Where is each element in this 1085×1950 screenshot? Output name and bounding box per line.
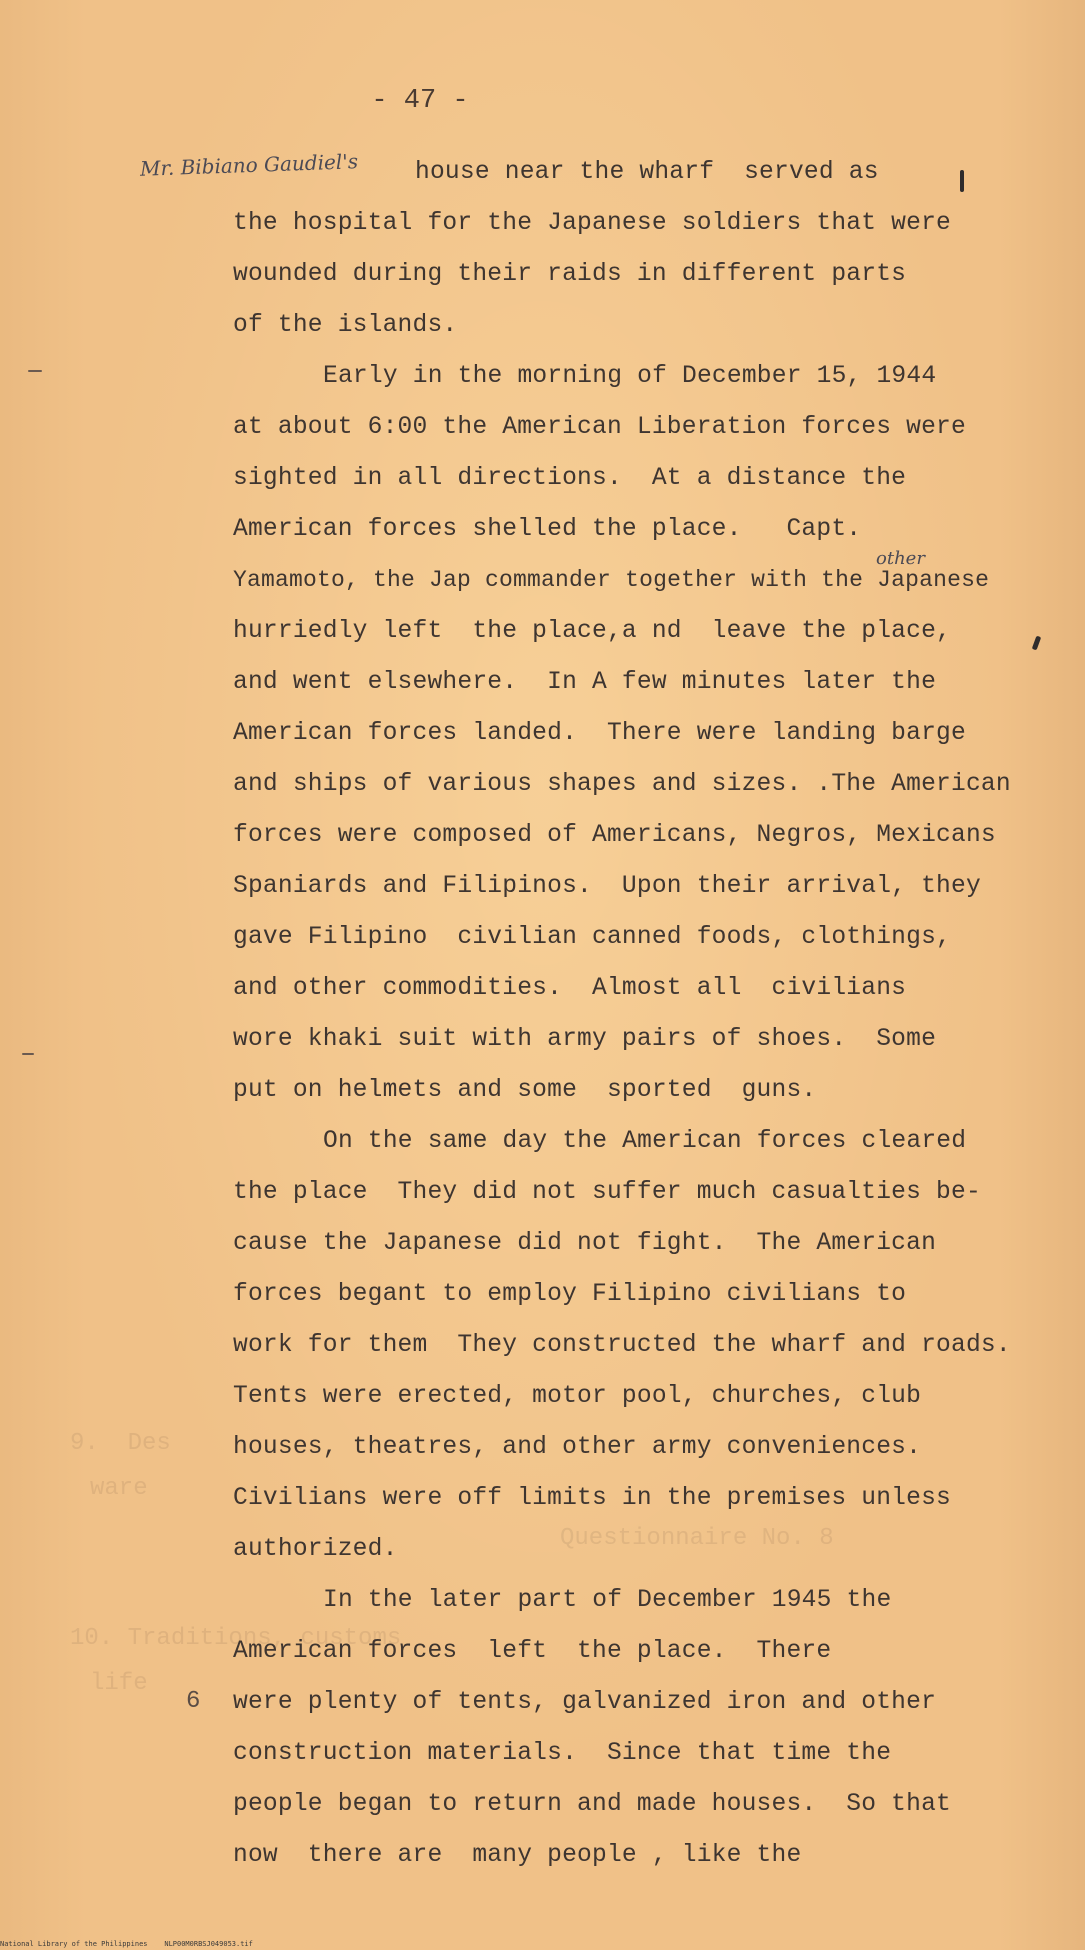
margin-line-number: 6: [186, 1688, 201, 1715]
ink-mark: [960, 170, 964, 192]
bleed-through-text: Questionnaire No. 8: [560, 1525, 834, 1552]
paragraph-2-line: and went elsewhere. In A few minutes later the: [233, 669, 937, 696]
paragraph-2-line: American forces shelled the place. Capt.: [233, 516, 862, 543]
ink-mark: [1032, 636, 1041, 651]
page-number: - 47 -: [371, 86, 469, 116]
handwritten-annotation-other: other: [876, 548, 925, 569]
bleed-through-text: 9. Des: [70, 1430, 171, 1457]
paragraph-4-line: people began to return and made houses. So that: [233, 1791, 952, 1818]
handwritten-name: Mr. Bibiano Gaudiel's: [139, 149, 359, 181]
paragraph-4-line: were plenty of tents, galvanized iron and other: [233, 1689, 937, 1716]
bleed-through-text: life: [90, 1670, 148, 1697]
paragraph-2-line: forces were composed of Americans, Negros, Mexicans: [233, 822, 996, 849]
paragraph-2-line: and ships of various shapes and sizes. .The American: [233, 771, 1011, 798]
paragraph-4-line: now there are many people , like the: [233, 1842, 802, 1869]
paragraph-2-line: and other commodities. Almost all civilians: [233, 975, 907, 1002]
paragraph-3-line: On the same day the American forces cleared: [323, 1128, 967, 1155]
paragraph-3-line: Tents were erected, motor pool, churches, club: [233, 1383, 922, 1410]
scan-footer-credit: National Library of the Philippines NLP00M0RBSJ049053.tif: [0, 1940, 253, 1948]
paragraph-3-line: houses, theatres, and other army conveniences.: [233, 1434, 922, 1461]
paragraph-2-line: hurriedly left the place,a nd leave the place,: [233, 618, 952, 645]
paragraph-2-line: American forces landed. There were landing barge: [233, 720, 966, 747]
paragraph-2-line: at about 6:00 the American Liberation forces were: [233, 414, 966, 441]
paragraph-1-line: of the islands.: [233, 312, 458, 339]
paragraph-3-line: forces begant to employ Filipino civilians to: [233, 1281, 907, 1308]
paragraph-1-line: the hospital for the Japanese soldiers that were: [233, 210, 952, 237]
paragraph-4-line: American forces left the place. There: [233, 1638, 832, 1665]
paragraph-2-line: Yamamoto, the Jap commander together with the Japanese: [233, 567, 990, 593]
paragraph-3-line: cause the Japanese did not fight. The American: [233, 1230, 937, 1257]
paragraph-3-line: work for them They constructed the wharf and roads.: [233, 1332, 1011, 1359]
paragraph-2-line: Spaniards and Filipinos. Upon their arrival, they: [233, 873, 981, 900]
paragraph-2-line: wore khaki suit with army pairs of shoes. Some: [233, 1026, 937, 1053]
paragraph-3-line: authorized.: [233, 1536, 398, 1563]
paragraph-2-line: Early in the morning of December 15, 1944: [323, 363, 937, 390]
paragraph-2-line: gave Filipino civilian canned foods, clothings,: [233, 924, 952, 951]
paragraph-2-line: sighted in all directions. At a distance the: [233, 465, 907, 492]
ink-mark: [28, 370, 42, 372]
paragraph-4-line: construction materials. Since that time the: [233, 1740, 892, 1767]
paragraph-2-line: put on helmets and some sported guns.: [233, 1077, 817, 1104]
paragraph-1-line: house near the wharf served as: [415, 159, 879, 186]
paragraph-3-line: the place They did not suffer much casualties be-: [233, 1179, 981, 1206]
paragraph-1-line: wounded during their raids in different parts: [233, 261, 907, 288]
bleed-through-text: ware: [90, 1475, 148, 1502]
paragraph-4-line: In the later part of December 1945 the: [323, 1587, 892, 1614]
ink-mark: [22, 1053, 34, 1055]
paragraph-3-line: Civilians were off limits in the premises unless: [233, 1485, 952, 1512]
bleed-through-text: 10. Traditions, customs: [70, 1625, 402, 1652]
